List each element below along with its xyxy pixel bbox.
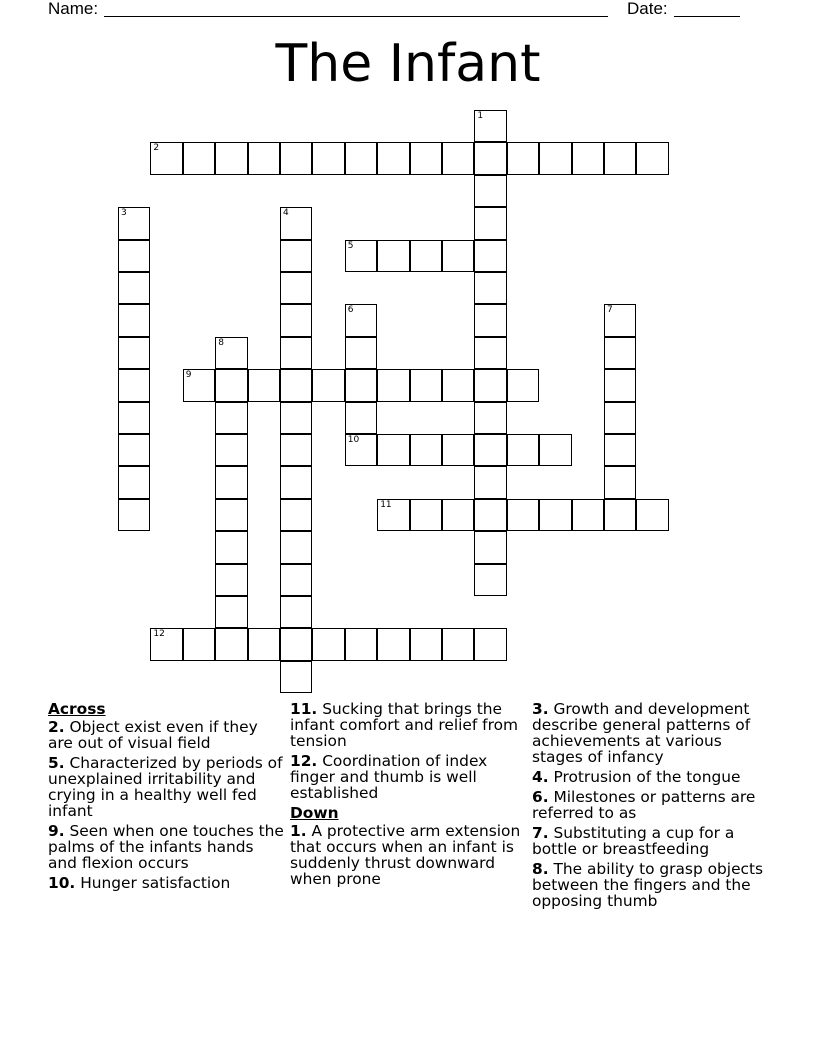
grid-cell[interactable] [280, 142, 312, 174]
cell-number: 12 [153, 629, 165, 640]
grid-cell[interactable] [572, 499, 604, 531]
grid-cell[interactable] [215, 531, 247, 563]
grid-cell[interactable] [474, 207, 506, 239]
grid-cell[interactable] [280, 499, 312, 531]
grid-cell[interactable] [150, 142, 182, 174]
grid-cell[interactable] [377, 240, 409, 272]
grid-cell[interactable] [118, 466, 150, 498]
grid-cell[interactable] [118, 402, 150, 434]
grid-cell[interactable] [604, 337, 636, 369]
grid-cell[interactable] [150, 628, 182, 660]
cell-number: 1 [477, 111, 484, 121]
grid-cell[interactable] [118, 337, 150, 369]
grid-cell[interactable] [474, 466, 506, 498]
header [48, 0, 768, 20]
grid-cell[interactable] [215, 142, 247, 174]
name-blank-line[interactable] [104, 16, 608, 17]
grid-cell[interactable] [215, 369, 247, 401]
grid-cell[interactable] [474, 402, 506, 434]
grid-cell[interactable] [474, 110, 506, 142]
grid-cell[interactable] [442, 369, 474, 401]
grid-cell[interactable] [118, 207, 150, 239]
grid-cell[interactable] [248, 628, 280, 660]
grid-cell[interactable] [280, 434, 312, 466]
grid-cell[interactable] [215, 466, 247, 498]
grid-cell[interactable] [442, 628, 474, 660]
page-title: The Infant [275, 34, 541, 94]
grid-cell[interactable] [604, 369, 636, 401]
cell-number: 2 [153, 143, 160, 154]
grid-cell[interactable] [604, 499, 636, 531]
grid-cell[interactable] [604, 466, 636, 498]
clue-down-8: 8. The ability to grasp objects between the fingers and the opposing thumb [532, 860, 764, 910]
cell-number: 7 [607, 305, 613, 316]
grid-cell[interactable] [410, 142, 442, 174]
clue-across-12: 12. Coordination of index finger and thumb is well established [290, 752, 488, 802]
grid-cell[interactable] [280, 628, 312, 660]
grid-cell[interactable] [442, 142, 474, 174]
grid-cell[interactable] [280, 564, 312, 596]
grid-cell[interactable] [280, 337, 312, 369]
grid-cell[interactable] [474, 434, 506, 466]
grid-cell[interactable] [442, 240, 474, 272]
grid-cell[interactable] [280, 466, 312, 498]
grid-cell[interactable] [474, 337, 506, 369]
cell-number: 4 [283, 208, 289, 219]
grid-cell[interactable] [636, 499, 668, 531]
grid-cell[interactable] [215, 628, 247, 660]
grid-cell[interactable] [539, 142, 571, 174]
grid-cell[interactable] [474, 628, 506, 660]
grid-cell[interactable] [118, 272, 150, 304]
grid-cell[interactable] [410, 434, 442, 466]
clue-down-4: 4. Protrusion of the tongue [532, 768, 741, 786]
cell-number: 5 [347, 240, 354, 251]
grid-cell[interactable] [118, 240, 150, 272]
grid-cell[interactable] [280, 272, 312, 304]
grid-cell[interactable] [215, 434, 247, 466]
grid-cell[interactable] [118, 434, 150, 466]
grid-cell[interactable] [474, 564, 506, 596]
grid-cell[interactable] [118, 369, 150, 401]
grid-cell[interactable] [507, 369, 539, 401]
grid-cell[interactable] [410, 240, 442, 272]
across-heading: Across [48, 700, 106, 718]
clue-across-11: 11. Sucking that brings the infant comfort and relief from tension [290, 700, 518, 750]
grid-cell[interactable] [474, 175, 506, 207]
date-blank-line[interactable] [674, 16, 740, 17]
grid-cell[interactable] [345, 337, 377, 369]
grid-cell[interactable] [474, 304, 506, 336]
grid-cell[interactable] [312, 369, 344, 401]
clue-down-7: 7. Substituting a cup for a bottle or breastfeeding [532, 824, 735, 858]
date-label: Date: [627, 0, 668, 18]
grid-cell[interactable] [312, 142, 344, 174]
grid-cell[interactable] [183, 628, 215, 660]
grid-cell[interactable] [280, 240, 312, 272]
clue-across-5: 5. Characterized by periods of unexplained irritability and crying in a healthy well fed infant [48, 754, 283, 820]
clues-column-3 [532, 701, 768, 913]
grid-cell[interactable] [345, 304, 377, 336]
grid-cell[interactable] [215, 402, 247, 434]
clue-down-6: 6. Milestones or patterns are referred to as [532, 788, 756, 822]
grid-cell[interactable] [345, 369, 377, 401]
grid-cell[interactable] [345, 240, 377, 272]
clue-across-10: 10. Hunger satisfaction [48, 874, 231, 892]
clue-down-3: 3. Growth and development describe general patterns of achievements at various stages of infancy [532, 700, 751, 766]
grid-cell[interactable] [410, 628, 442, 660]
grid-cell[interactable] [539, 434, 571, 466]
grid-cell[interactable] [183, 369, 215, 401]
grid-cell[interactable] [572, 142, 604, 174]
grid-cell[interactable] [377, 628, 409, 660]
grid-cell[interactable] [636, 142, 668, 174]
grid-cell[interactable] [507, 142, 539, 174]
grid-cell[interactable] [248, 369, 280, 401]
grid-cell[interactable] [345, 402, 377, 434]
grid-cell[interactable] [280, 402, 312, 434]
cell-number: 3 [121, 208, 127, 219]
grid-cell[interactable] [474, 240, 506, 272]
name-label: Name: [48, 0, 99, 18]
grid-cell[interactable] [280, 207, 312, 239]
grid-cell[interactable] [474, 531, 506, 563]
grid-cell[interactable] [377, 369, 409, 401]
cell-number: 8 [218, 337, 224, 348]
grid-cell[interactable] [280, 304, 312, 336]
grid-cell[interactable] [312, 628, 344, 660]
grid-cell[interactable] [507, 499, 539, 531]
clues-column-1 [48, 701, 284, 895]
grid-cell[interactable] [604, 434, 636, 466]
grid-cell[interactable] [377, 142, 409, 174]
clue-across-2: 2. Object exist even if they are out of visual field [48, 718, 258, 752]
grid-cell[interactable] [442, 434, 474, 466]
clue-across-9: 9. Seen when one touches the palms of the infants hands and flexion occurs [48, 822, 284, 872]
grid-cell[interactable] [507, 434, 539, 466]
grid-cell[interactable] [248, 142, 280, 174]
down-heading: Down [290, 804, 339, 822]
grid-cell[interactable] [410, 369, 442, 401]
grid-cell[interactable] [345, 142, 377, 174]
grid-cell[interactable] [474, 369, 506, 401]
grid-cell[interactable] [118, 499, 150, 531]
grid-cell[interactable] [377, 434, 409, 466]
grid-cell[interactable] [604, 142, 636, 174]
grid-cell[interactable] [280, 596, 312, 628]
cell-number: 10 [347, 435, 360, 445]
cell-number: 9 [185, 370, 192, 381]
clues-column-2 [290, 701, 526, 891]
grid-cell[interactable] [474, 499, 506, 531]
grid-cell[interactable] [604, 402, 636, 434]
grid-cell[interactable] [215, 596, 247, 628]
grid-cell[interactable] [410, 499, 442, 531]
grid-cell[interactable] [604, 304, 636, 336]
grid-cell[interactable] [215, 499, 247, 531]
grid-cell[interactable] [377, 499, 409, 531]
cell-number: 11 [380, 499, 392, 510]
grid-cell[interactable] [474, 142, 506, 174]
grid-cell[interactable] [215, 337, 247, 369]
grid-cell[interactable] [442, 499, 474, 531]
grid-cell[interactable] [345, 434, 377, 466]
grid-cell[interactable] [118, 304, 150, 336]
grid-cell[interactable] [183, 142, 215, 174]
grid-cell[interactable] [215, 564, 247, 596]
cell-number: 6 [347, 305, 354, 316]
grid-cell[interactable] [280, 369, 312, 401]
grid-cell[interactable] [280, 531, 312, 563]
grid-cell[interactable] [474, 272, 506, 304]
grid-cell[interactable] [345, 628, 377, 660]
grid-cell[interactable] [539, 499, 571, 531]
clue-down-1: 1. A protective arm extension that occurs when an infant is suddenly thrust downward when prone [290, 822, 521, 888]
grid-cell[interactable] [280, 661, 312, 693]
